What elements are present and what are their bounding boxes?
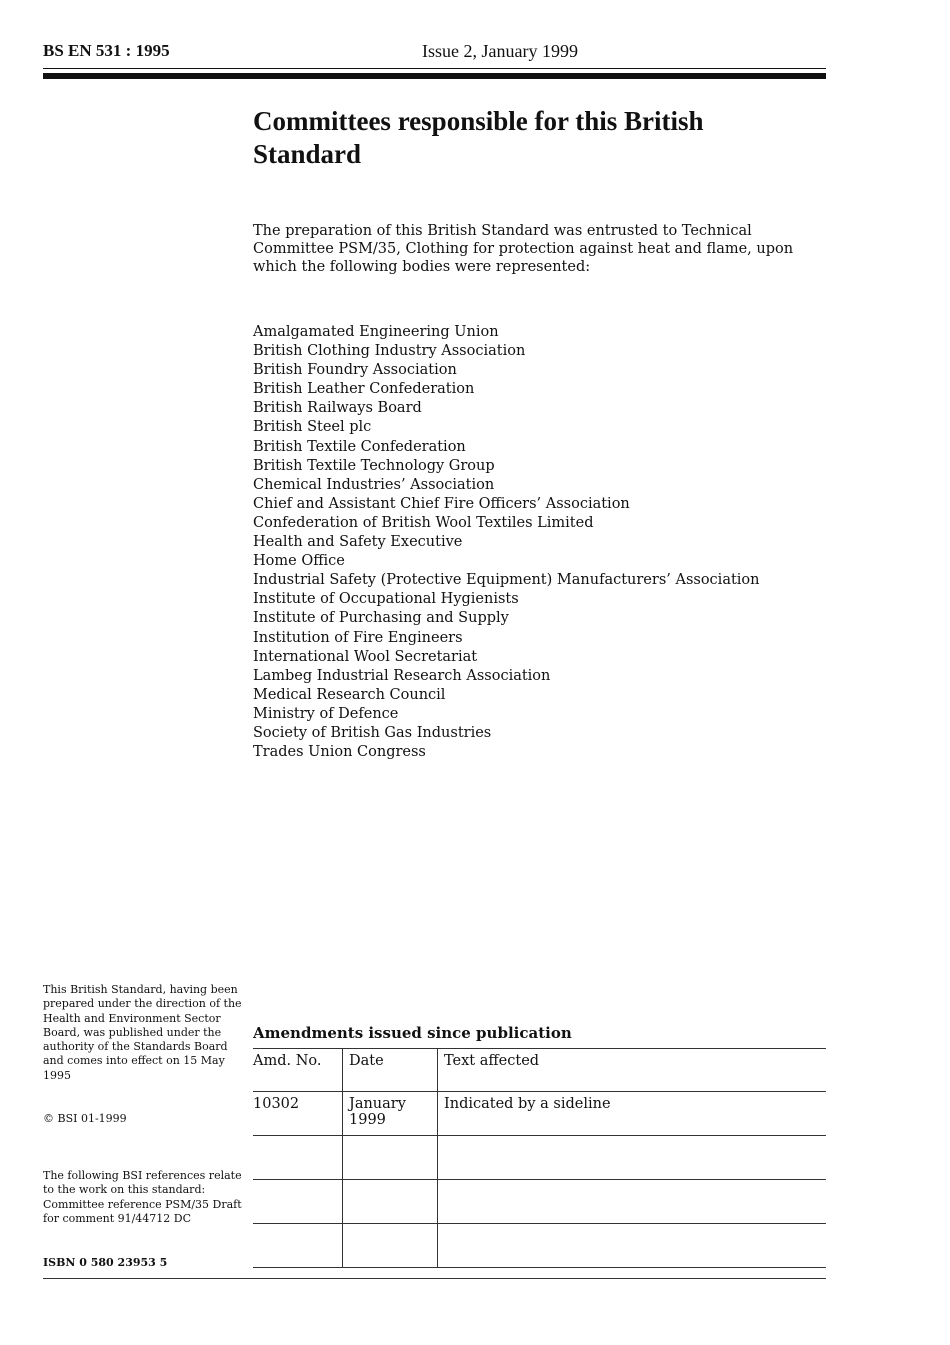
list-item: British Leather Confederation (253, 381, 475, 398)
intro-paragraph: The preparation of this British Standard was entrusted to Technical Committee PSM/35, Clothing for protection against heat and flame, upon which the following bodies were represented: (253, 223, 794, 275)
list-item: Institute of Occupational Hygienists (253, 591, 519, 608)
issue-date: Issue 2, January 1999 (422, 41, 578, 61)
list-item: Society of British Gas Industries (253, 724, 492, 741)
isbn: ISBN 0 580 23953 5 (43, 1256, 168, 1269)
table-row-empty (253, 1224, 826, 1268)
list-item: British Textile Technology Group (253, 457, 495, 474)
list-item: Home Office (253, 553, 345, 570)
cell-date: January 1999 (343, 1092, 438, 1136)
header-date: Date (343, 1049, 438, 1092)
standard-number: BS EN 531 : 1995 (43, 41, 170, 60)
list-item: Institute of Purchasing and Supply (253, 610, 509, 627)
header-rule-thick (43, 73, 826, 79)
table-row (253, 1092, 826, 1136)
list-item: British Foundry Association (253, 362, 457, 379)
list-item: Confederation of British Wool Textiles Limited (253, 514, 594, 531)
list-item: Ministry of Defence (253, 705, 399, 722)
list-item: British Steel plc (253, 419, 372, 436)
list-item: Lambeg Industrial Research Association (253, 667, 551, 684)
list-item: British Textile Confederation (253, 438, 466, 455)
header-rule-thin (43, 68, 826, 69)
list-item: British Railways Board (253, 400, 422, 417)
cell-amd-no: 10302 (253, 1092, 343, 1136)
amendments-table (253, 1048, 826, 1268)
list-item: International Wool Secretariat (253, 648, 478, 665)
page-title: Committees responsible for this British Standard (253, 106, 704, 169)
list-item: British Clothing Industry Association (253, 343, 526, 360)
cell-text-affected: Indicated by a sideline (438, 1092, 827, 1136)
table-header-row (253, 1049, 826, 1092)
list-item: Medical Research Council (253, 686, 446, 703)
header-text-affected: Text affected (438, 1049, 827, 1092)
amendments-title: Amendments issued since publication (253, 1024, 572, 1042)
table-row-empty (253, 1136, 826, 1180)
table-row-empty (253, 1180, 826, 1224)
list-item: Industrial Safety (Protective Equipment) Manufacturers’ Association (253, 572, 760, 589)
publication-notice: This British Standard, having been prepared under the direction of the Health and Environment Sector Board, was published under the authority of the Standards Board and comes into effect on 15 May 1995 (43, 983, 242, 1082)
list-item: Amalgamated Engineering Union (253, 324, 499, 340)
list-item: Chief and Assistant Chief Fire Officers’ Association (253, 495, 630, 512)
header-amd-no: Amd. No. (253, 1049, 343, 1092)
list-item: Chemical Industries’ Association (253, 476, 495, 493)
list-item: Health and Safety Executive (253, 534, 463, 551)
list-item: Trades Union Congress (253, 744, 426, 761)
footer-rule (43, 1278, 826, 1279)
list-item: Institution of Fire Engineers (253, 629, 463, 646)
bsi-references: The following BSI references relate to the work on this standard: Committee reference PSM/35 Draft for comment 91/44712 DC (43, 1169, 242, 1225)
represented-bodies-list (253, 323, 760, 762)
copyright-notice: © BSI 01-1999 (43, 1112, 127, 1125)
